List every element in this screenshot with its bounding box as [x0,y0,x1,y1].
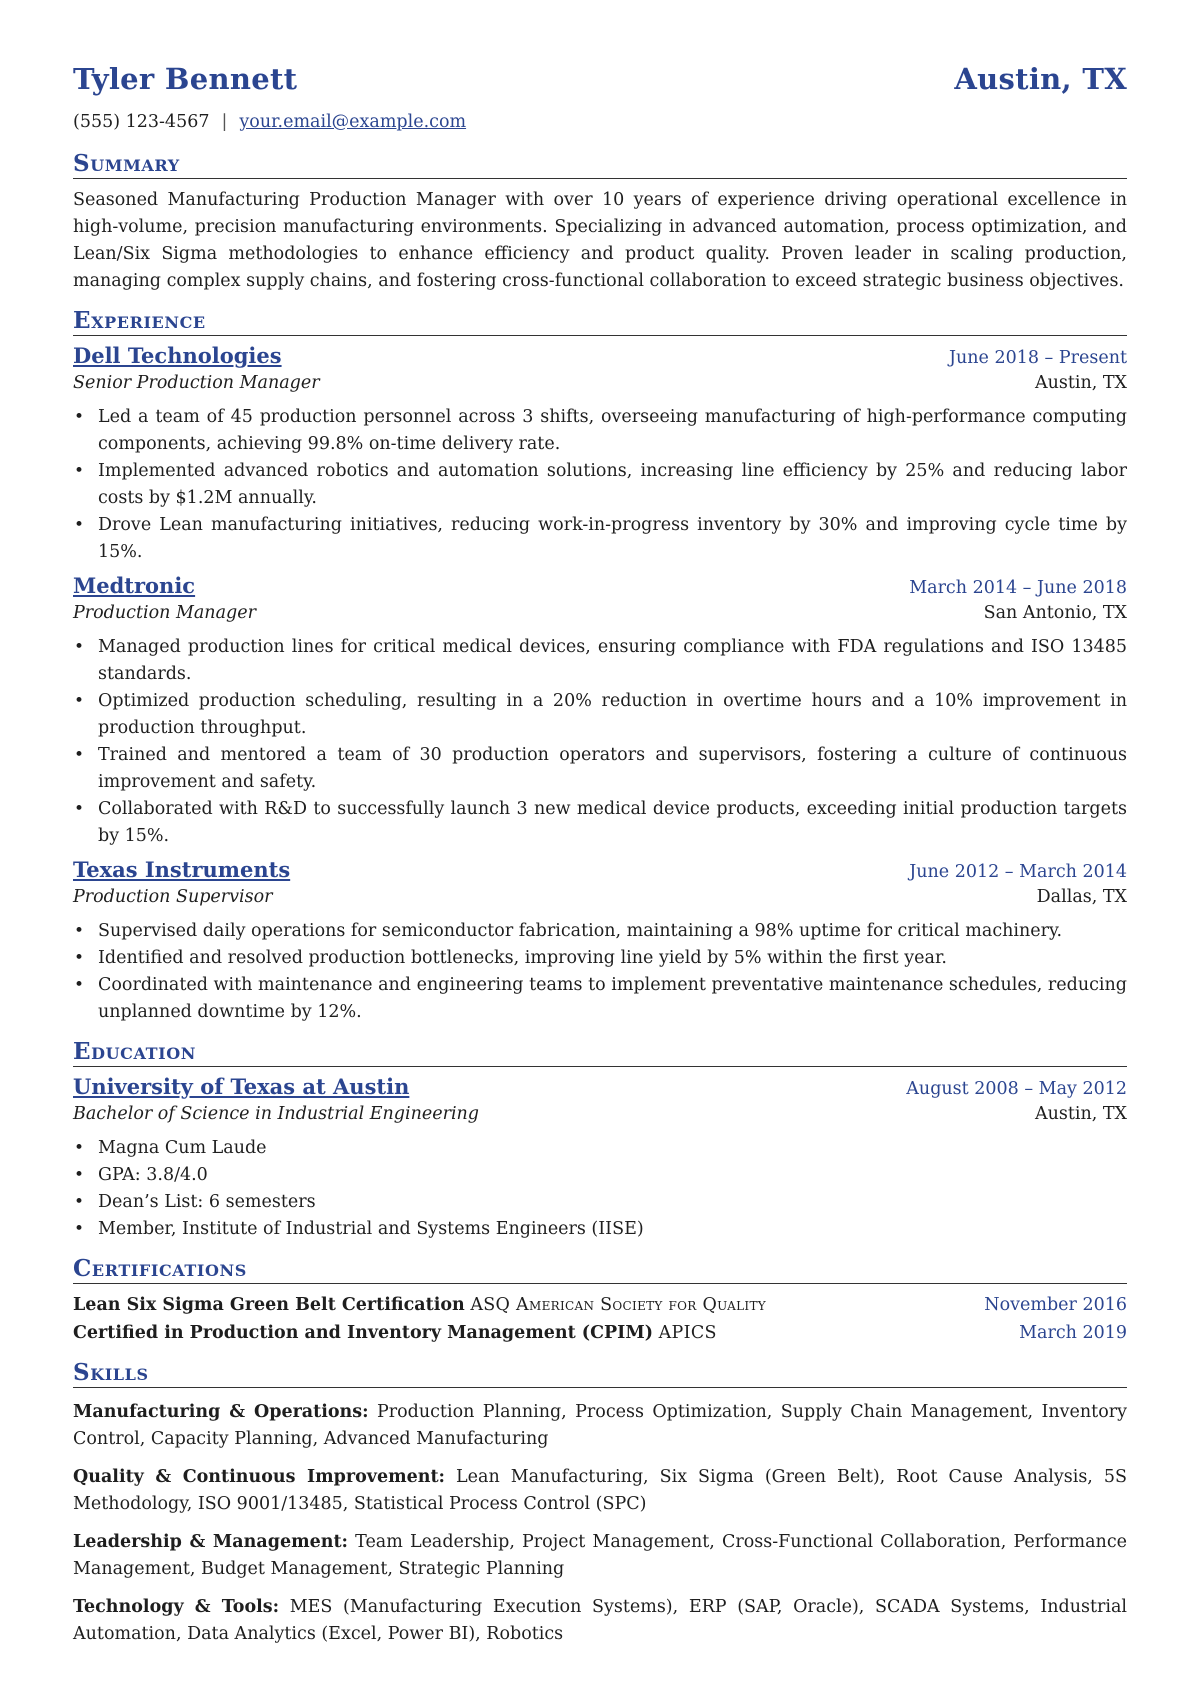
candidate-location: Austin, TX [954,62,1127,96]
resume-header [73,62,1127,106]
skill-group-list: Production Planning, Process Optimization, Supply Chain Management, Inventory Control, Capacity Planning, Advanced Manufacturing [73,1402,1127,1449]
certifications-section [73,1255,1127,1347]
summary-heading: Summary [73,150,1127,179]
skill-group-list: Lean Manufacturing, Six Sigma (Green Belt), Root Cause Analysis, 5S Methodology, ISO 9001/13485, Statistical Process Control (SPC) [73,1467,1127,1514]
skills-heading: Skills [73,1359,1127,1388]
job-location: San Antonio, TX [983,603,1127,623]
job-bullets [73,634,1127,850]
contact-separator: | [221,112,228,132]
skill-group [73,1594,1127,1648]
bullet-item: • Member, Institute of Industrial and Systems Engineers (IISE) [98,1216,1127,1243]
bullet-item: • Identified and resolved production bottlenecks, improving line yield by 5% within the first year. [98,945,1127,972]
certification-name: Certified in Production and Inventory Management (CPIM) [73,1323,654,1343]
skill-group [73,1464,1127,1518]
skill-group-list: Team Leadership, Project Management, Cross-Functional Collaboration, Performance Management, Budget Management, Strategic Planning [73,1532,1127,1579]
certification-issuer: ASQ American Society for Quality [470,1295,766,1315]
bullet-item: • Led a team of 45 production personnel across 3 shifts, overseeing manufacturing of high-performance computing components, achieving 99.8% on-time delivery rate. [98,404,1127,458]
bullet-item: • Dean’s List: 6 semesters [98,1189,1127,1216]
certification-item [73,1291,1127,1319]
job-bullets [73,404,1127,566]
candidate-name: Tyler Bennett [73,62,298,96]
bullet-item: • Managed production lines for critical medical devices, ensuring compliance with FDA regulations and ISO 13485 standards. [98,634,1127,688]
job-title: Production Supervisor [73,887,273,907]
resume-page [73,62,1127,1648]
summary-section [73,150,1127,295]
job-title: Senior Production Manager [73,373,320,393]
certification-issuer: APICS [658,1323,717,1343]
skill-group [73,1399,1127,1453]
job-bullets [73,918,1127,1026]
education-dates: August 2008 – May 2012 [906,1079,1127,1099]
contact-line [73,112,1127,138]
bullet-item: • Magna Cum Laude [98,1135,1127,1162]
degree-name: Bachelor of Science in Industrial Engineering [73,1104,480,1124]
skill-group [73,1529,1127,1583]
company-name[interactable]: Texas Instruments [73,857,291,882]
certification-item [73,1319,1127,1347]
job-location: Dallas, TX [1036,887,1127,907]
school-name[interactable]: University of Texas at Austin [73,1074,410,1099]
bullet-item: • Collaborated with R&D to successfully launch 3 new medical device products, exceeding initial production targets by 15%. [98,796,1127,850]
bullet-item: • Trained and mentored a team of 30 production operators and supervisors, fostering a culture of continuous improvement and safety. [98,742,1127,796]
job-entry [73,572,1127,850]
skill-group-label: Manufacturing & Operations: [73,1402,369,1422]
job-dates: June 2018 – Present [948,348,1127,368]
skill-group-label: Leadership & Management: [73,1532,348,1552]
bullet-item: • Coordinated with maintenance and engineering teams to implement preventative maintenance schedules, reducing unplanned downtime by 12%. [98,972,1127,1026]
education-section [73,1038,1127,1243]
education-heading: Education [73,1038,1127,1067]
company-name[interactable]: Dell Technologies [73,343,282,368]
certification-date: March 2019 [1019,1323,1127,1343]
experience-section [73,307,1127,1026]
school-location: Austin, TX [1034,1104,1127,1124]
phone-number: (555) 123-4567 [73,112,210,132]
certification-date: November 2016 [984,1295,1127,1315]
job-dates: June 2012 – March 2014 [909,862,1127,882]
job-location: Austin, TX [1034,373,1127,393]
skill-group-label: Quality & Continuous Improvement: [73,1467,446,1487]
education-bullets [73,1135,1127,1243]
experience-heading: Experience [73,307,1127,336]
company-name[interactable]: Medtronic [73,573,196,598]
certification-name: Lean Six Sigma Green Belt Certification [73,1295,465,1315]
skills-section [73,1359,1127,1648]
bullet-item: • GPA: 3.8/4.0 [98,1162,1127,1189]
email-link[interactable]: your.email@example.com [239,112,467,132]
certifications-heading: Certifications [73,1255,1127,1284]
bullet-item: • Supervised daily operations for semiconductor fabrication, maintaining a 98% uptime for critical machinery. [98,918,1127,945]
job-entry [73,856,1127,1026]
bullet-item: • Drove Lean manufacturing initiatives, reducing work-in-progress inventory by 30% and improving cycle time by 15%. [98,512,1127,566]
bullet-item: • Optimized production scheduling, resulting in a 20% reduction in overtime hours and a 10% improvement in production throughput. [98,688,1127,742]
skill-group-label: Technology & Tools: [73,1597,280,1617]
job-entry [73,342,1127,566]
education-entry [73,1073,1127,1243]
job-title: Production Manager [73,603,256,623]
skill-group-list: MES (Manufacturing Execution Systems), ERP (SAP, Oracle), SCADA Systems, Industrial Automation, Data Analytics (Excel, Power BI), Robotics [73,1597,1127,1644]
bullet-item: • Implemented advanced robotics and automation solutions, increasing line efficiency by 25% and reducing labor costs by $1.2M annually. [98,458,1127,512]
job-dates: March 2014 – June 2018 [909,578,1127,598]
summary-text: Seasoned Manufacturing Production Manager with over 10 years of experience driving operational excellence in high-volume, precision manufacturing environments. Specializing in advanced automation, process optimization, and Lean/Six Sigma methodologies to enhance efficiency and product quality. Proven leader in scaling production, managing complex supply chains, and fostering cross-functional collaboration to exceed strategic business objectives. [73,190,1127,291]
